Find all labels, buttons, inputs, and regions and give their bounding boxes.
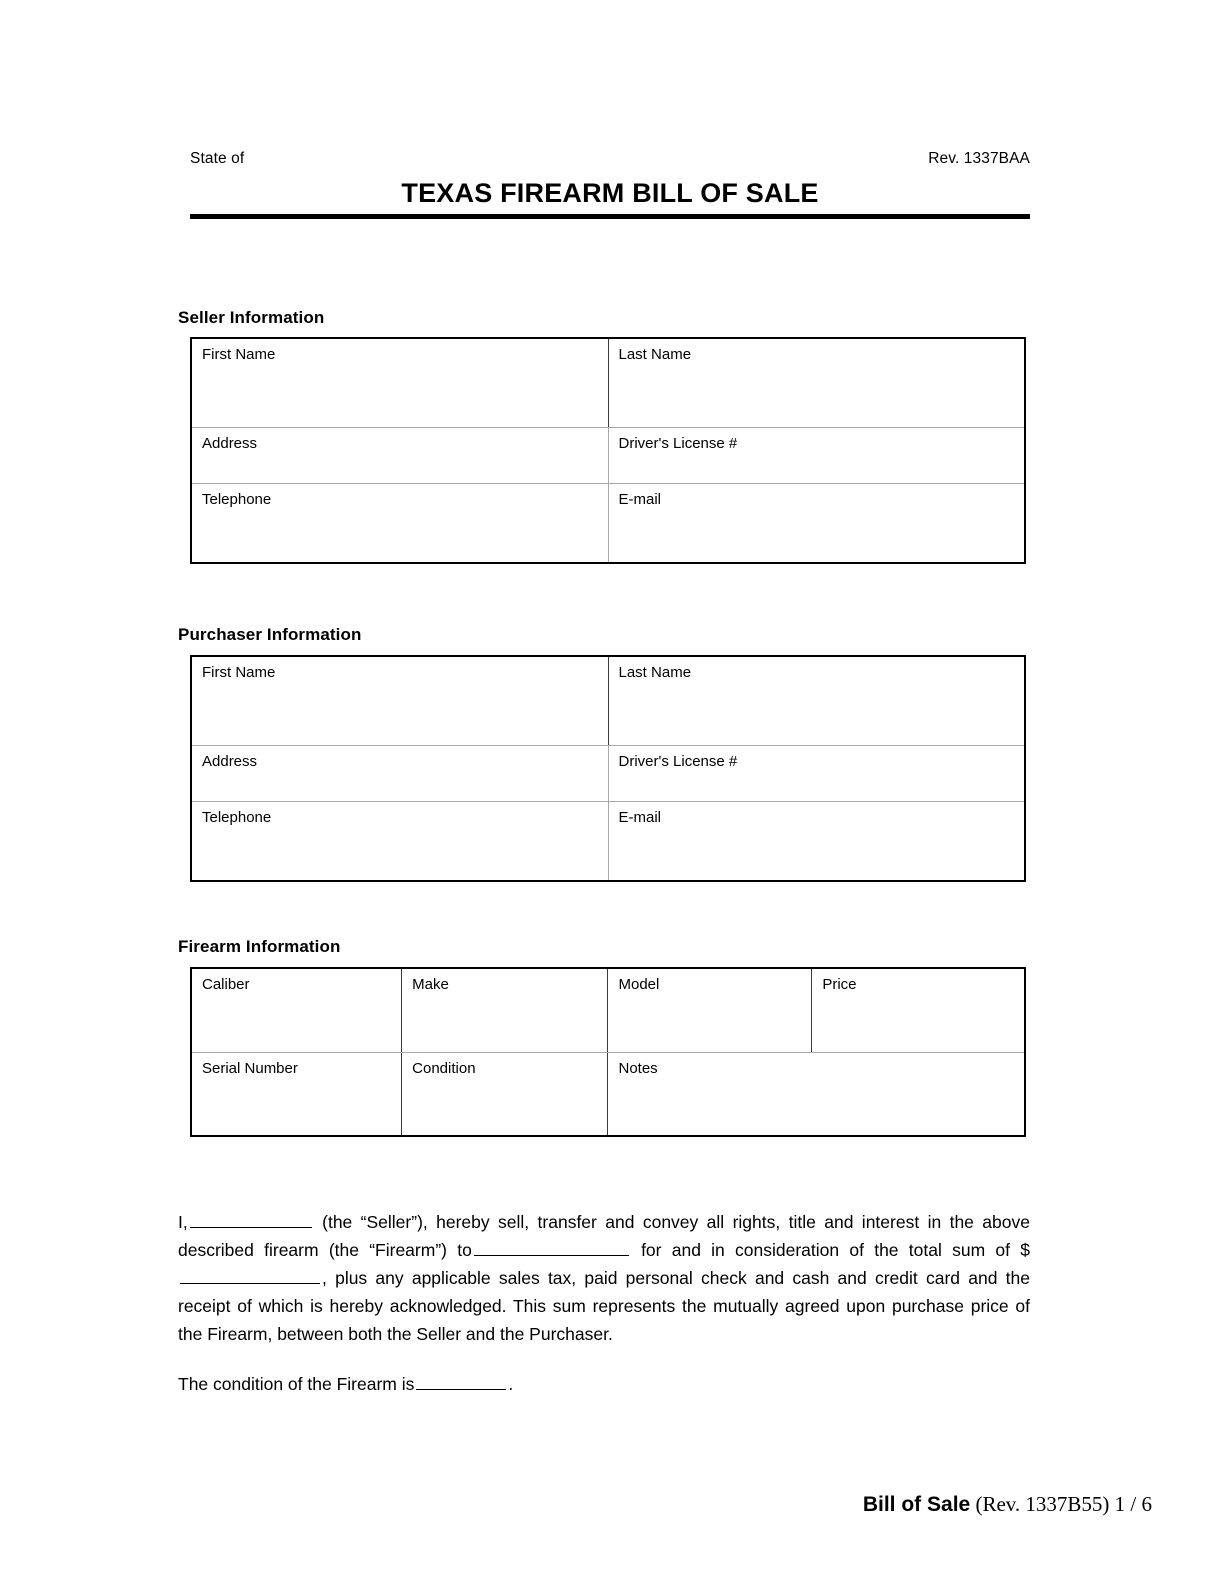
firearm-section-heading: Firearm Information [178, 937, 341, 956]
field-label-seller-last-name[interactable]: Last Name [608, 339, 1024, 427]
field-label-firearm-price[interactable]: Price [812, 969, 1024, 1052]
document-header [190, 150, 1030, 168]
agreement-paragraph [178, 1208, 1030, 1348]
field-label-firearm-serial-number[interactable]: Serial Number [192, 1052, 402, 1135]
table-row [192, 1052, 1024, 1135]
page-title: TEXAS FIREARM BILL OF SALE [401, 178, 819, 208]
seller-name-blank[interactable] [190, 1210, 312, 1228]
field-label-firearm-notes[interactable]: Notes [608, 1052, 1024, 1135]
purchaser-information-table [190, 655, 1026, 882]
purchaser-section-heading: Purchaser Information [178, 625, 362, 644]
condition-text-part-2: . [508, 1374, 514, 1394]
condition-text-part-1: The condition of the Firearm is [178, 1374, 415, 1394]
field-label-purchaser-telephone[interactable]: Telephone [192, 801, 608, 880]
table-row [192, 483, 1024, 562]
footer-revision: (Rev. 1337B55) 1 / 6 [970, 1492, 1152, 1516]
field-label-firearm-make[interactable]: Make [402, 969, 608, 1052]
agreement-text-part-1: I, [178, 1212, 188, 1232]
table-row [192, 657, 1024, 745]
field-label-purchaser-last-name[interactable]: Last Name [608, 657, 1024, 745]
field-label-firearm-condition[interactable]: Condition [402, 1052, 608, 1135]
state-of-label: State of [190, 150, 245, 167]
firearm-condition-blank[interactable] [416, 1372, 506, 1390]
table-row [192, 969, 1024, 1052]
table-row [192, 427, 1024, 483]
seller-section-heading: Seller Information [178, 308, 325, 327]
table-row [192, 339, 1024, 427]
field-label-purchaser-email[interactable]: E-mail [608, 801, 1024, 880]
firearm-information-table [190, 967, 1026, 1137]
seller-information-table [190, 337, 1026, 564]
agreement-text-part-2: (the “Seller”), hereby sell, transfer and convey all rights, title and interest in the above described firearm (the “Firearm”) to [178, 1212, 1030, 1260]
page-footer [863, 1492, 1152, 1517]
table-row [192, 745, 1024, 801]
footer-title: Bill of Sale [862, 1493, 971, 1516]
title-divider [190, 214, 1030, 219]
field-label-seller-first-name[interactable]: First Name [192, 339, 608, 427]
field-label-purchaser-first-name[interactable]: First Name [192, 657, 608, 745]
agreement-text-part-3: for and in consideration of the total sum of $ [641, 1240, 1030, 1260]
field-label-firearm-model[interactable]: Model [608, 969, 812, 1052]
revision-code: Rev. 1337BAA [928, 150, 1030, 167]
field-label-purchaser-address[interactable]: Address [192, 745, 608, 801]
field-label-seller-email[interactable]: E-mail [608, 483, 1024, 562]
field-label-purchaser-drivers-license[interactable]: Driver's License # [608, 745, 1024, 801]
field-label-seller-address[interactable]: Address [192, 427, 608, 483]
condition-paragraph [178, 1370, 1030, 1398]
field-label-seller-telephone[interactable]: Telephone [192, 483, 608, 562]
agreement-text-part-4: , plus any applicable sales tax, paid personal check and cash and credit card and the receipt of which is hereby acknowledged. This sum represents the mutually agreed upon purchase price of the Firearm, between both the Seller and the Purchaser. [178, 1268, 1030, 1344]
purchase-amount-blank[interactable] [180, 1266, 320, 1284]
purchaser-name-blank[interactable] [474, 1238, 629, 1256]
field-label-seller-drivers-license[interactable]: Driver's License # [608, 427, 1024, 483]
table-row [192, 801, 1024, 880]
field-label-firearm-caliber[interactable]: Caliber [192, 969, 402, 1052]
